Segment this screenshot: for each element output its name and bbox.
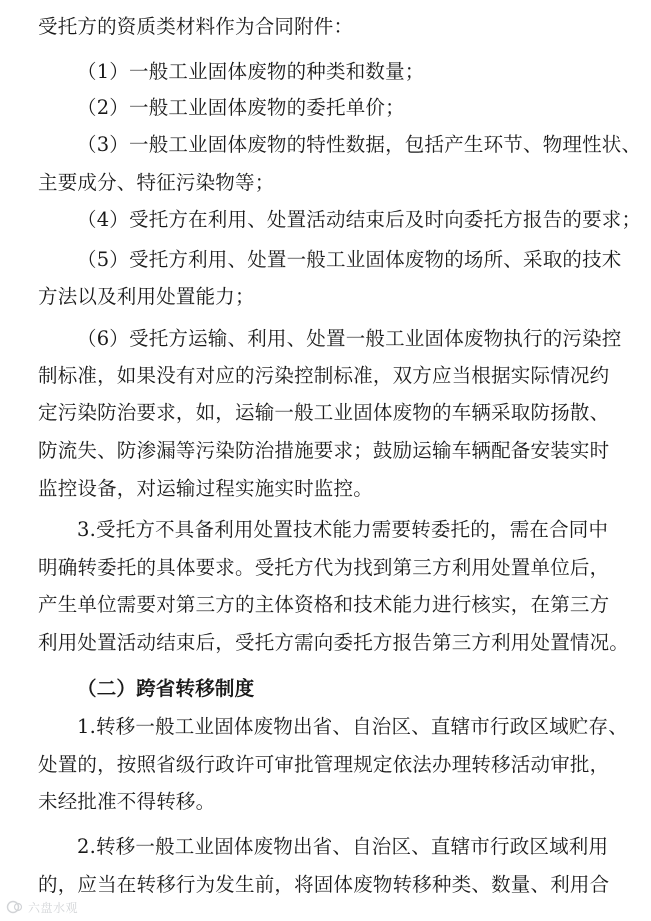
text-line-13: 监控设备，对运输过程实施实时监控。 — [38, 477, 373, 500]
text-line-1: 受托方的资质类材料作为合同附件： — [38, 15, 354, 38]
text-line-17: 利用处置活动结束后，受托方需向委托方报告第三方利用处置情况。 — [38, 631, 630, 654]
text-line-12: 防流失、防渗漏等污染防治措施要求；鼓励运输车辆配备安装实时 — [38, 439, 610, 462]
text-line-7: （5）受托方利用、处置一般工业固体废物的场所、采取的技术 — [77, 248, 622, 271]
text-line-20: 处置的，按照省级行政许可审批管理规定依法办理转移活动审批， — [38, 753, 610, 776]
text-line-2: （1）一般工业固体废物的种类和数量； — [77, 60, 425, 83]
text-line-15: 明确转委托的具体要求。受托方代为找到第三方利用处置单位后， — [38, 556, 610, 579]
text-line-9: （6）受托方运输、利用、处置一般工业固体废物执行的污染控 — [77, 327, 622, 350]
text-line-8: 方法以及利用处置能力； — [38, 285, 255, 308]
text-line-4: （3）一般工业固体废物的特性数据，包括产生环节、物理性状、 — [77, 133, 642, 156]
text-line-19: 1.转移一般工业固体废物出省、自治区、直辖市行政区域贮存、 — [77, 715, 628, 738]
text-line-5: 主要成分、特征污染物等； — [38, 171, 275, 194]
section-heading: （二）跨省转移制度 — [77, 677, 255, 700]
watermark-text: 六盘水观 — [28, 900, 79, 915]
watermark — [6, 896, 78, 918]
text-line-23: 的，应当在转移行为发生前，将固体废物转移种类、数量、利用合 — [38, 873, 610, 896]
watermark-logo-icon — [6, 899, 24, 915]
text-line-21: 未经批准不得转移。 — [38, 790, 216, 813]
text-line-6: （4）受托方在利用、处置活动结束后及时向委托方报告的要求； — [77, 208, 642, 231]
text-line-16: 产生单位需要对第三方的主体资格和技术能力进行核实，在第三方 — [38, 593, 610, 616]
text-line-3: （2）一般工业固体废物的委托单价； — [77, 96, 405, 119]
text-line-10: 制标准，如果没有对应的污染控制标准，双方应当根据实际情况约 — [38, 364, 610, 387]
text-line-22: 2.转移一般工业固体废物出省、自治区、直辖市行政区域利用 — [77, 835, 609, 858]
text-line-14: 3.受托方不具备利用处置技术能力需要转委托的，需在合同中 — [77, 518, 609, 541]
text-line-11: 定污染防治要求，如，运输一般工业固体废物的车辆采取防扬散、 — [38, 401, 610, 424]
